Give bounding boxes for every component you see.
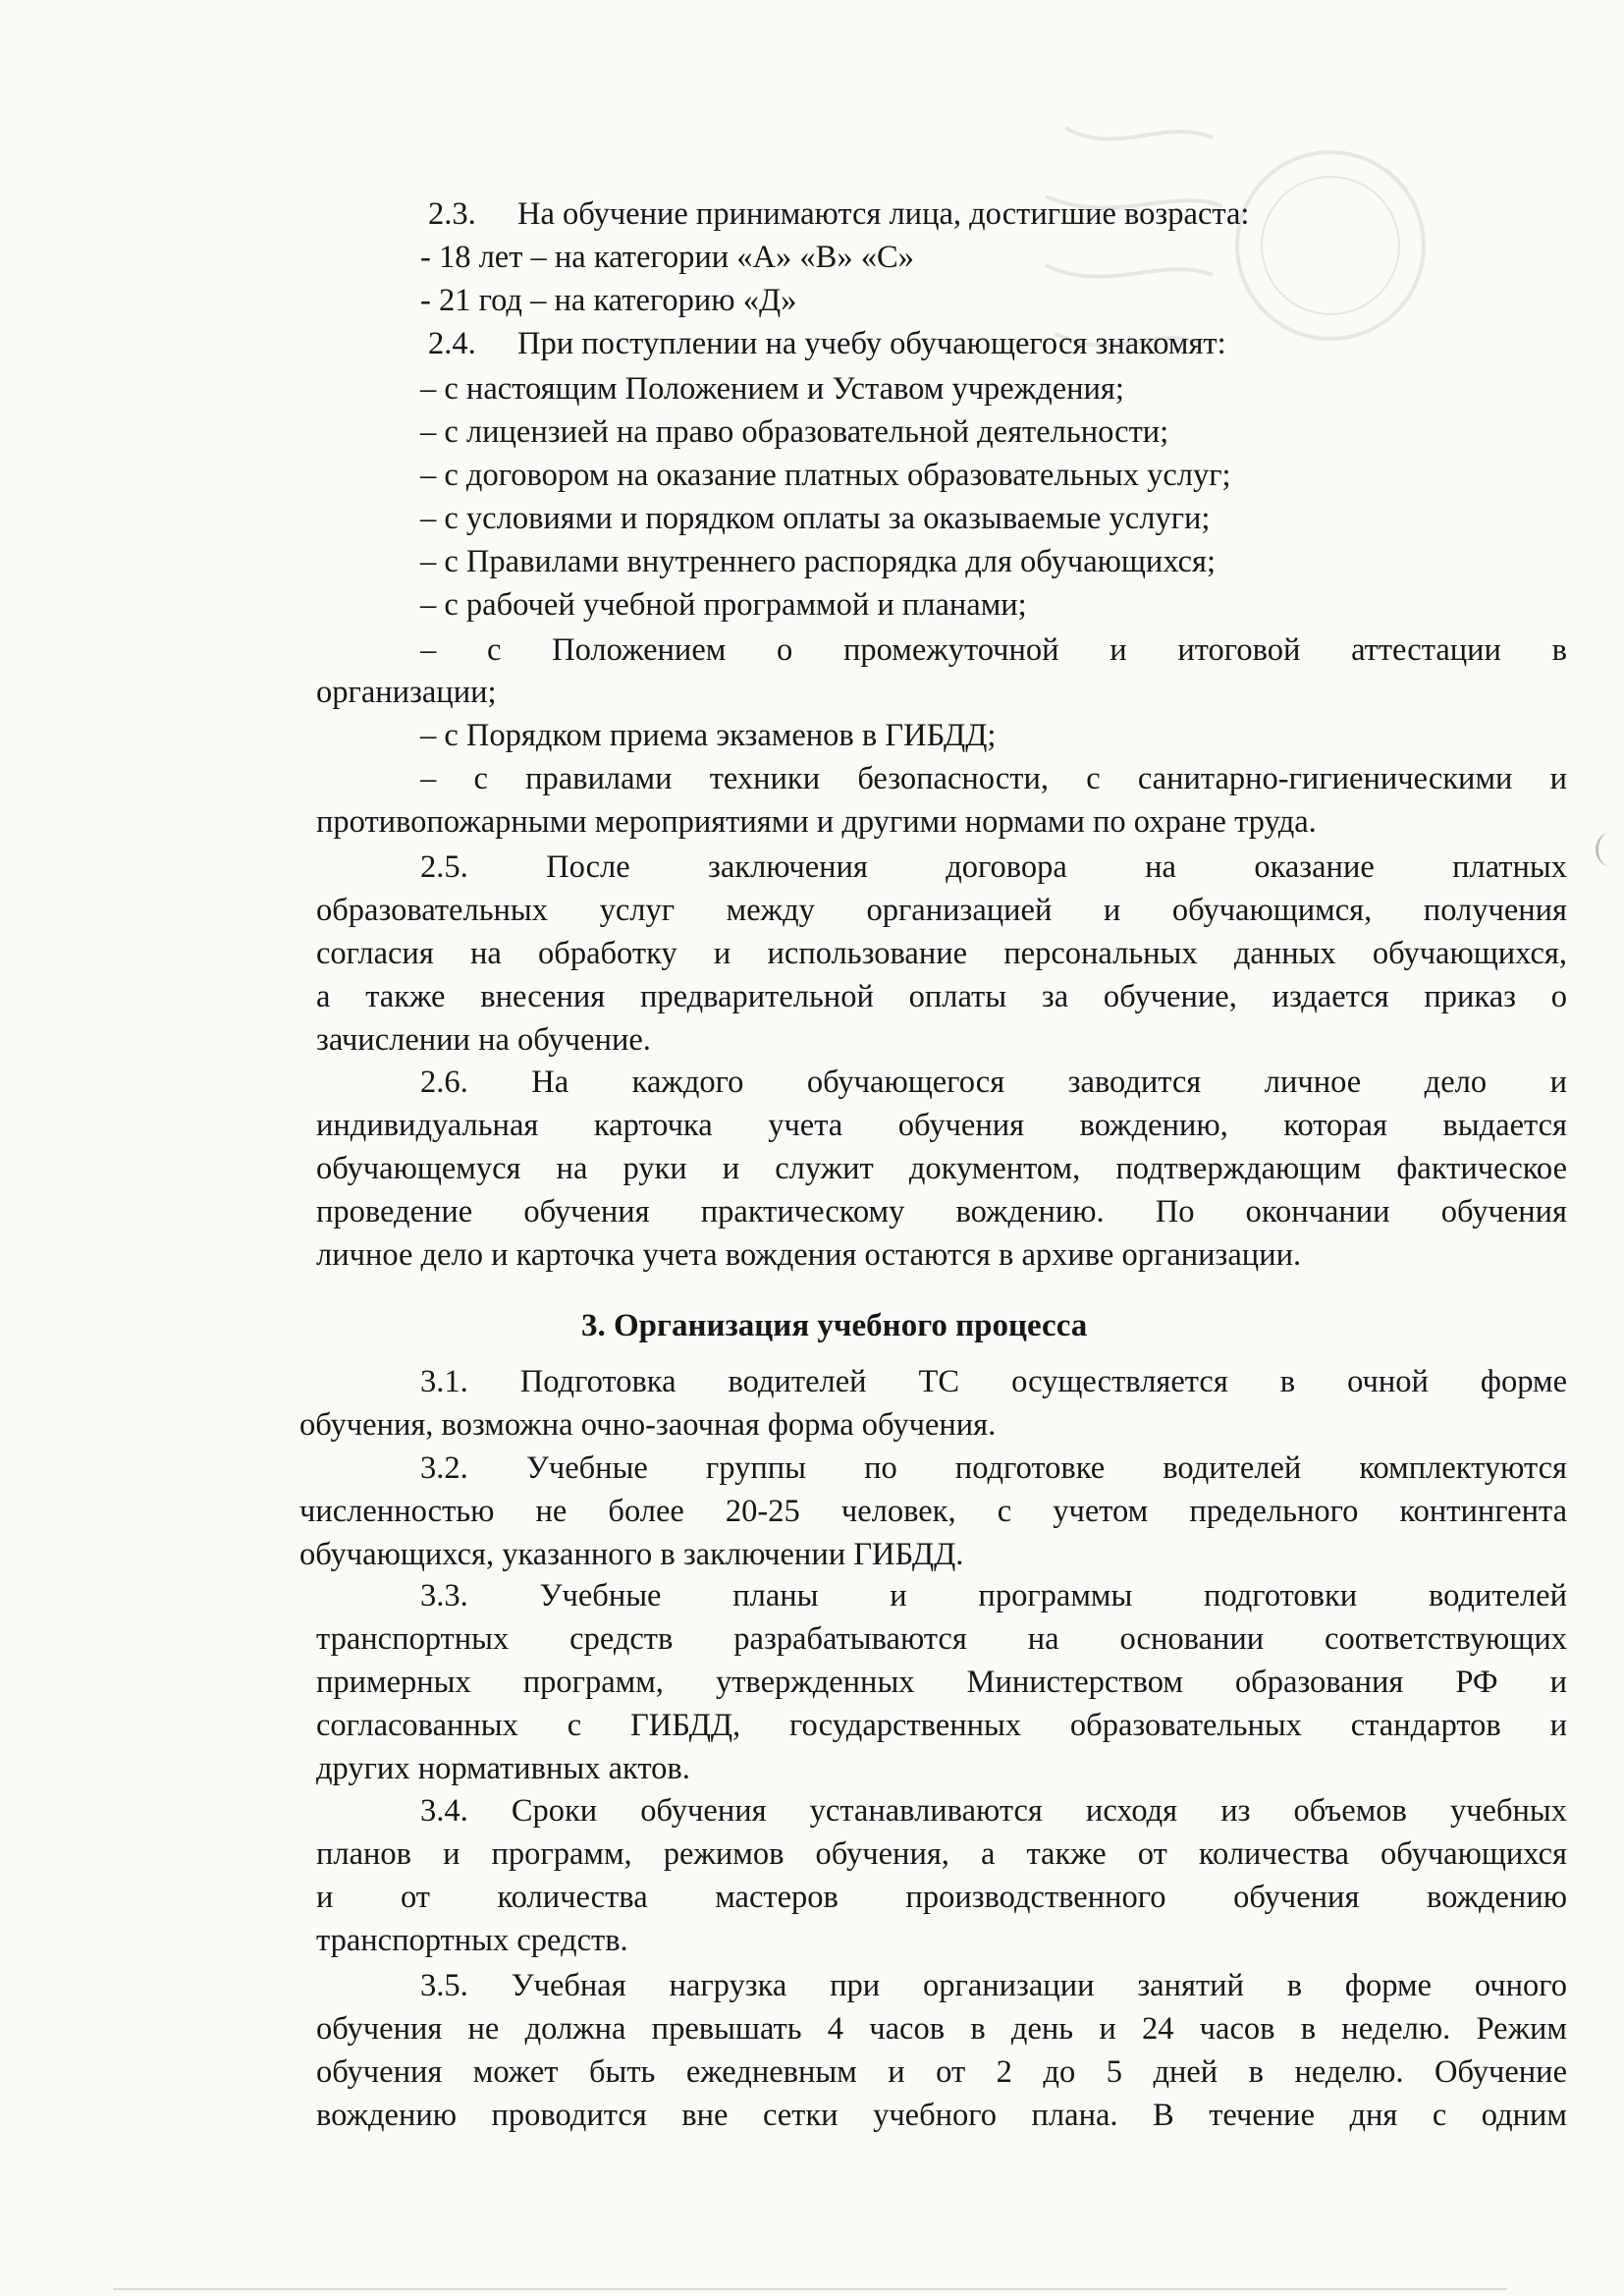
ack-item-2: – с лицензией на право образовательной деятельности; — [420, 414, 1169, 450]
ack-item-7-line-2: организации; — [316, 675, 497, 710]
clause-3-5-line-1: 3.5. Учебная нагрузка при организации занятий в форме очного — [420, 1968, 1567, 2003]
clause-3-2-line-1: 3.2. Учебные группы по подготовке водителей комплектуются — [420, 1450, 1567, 1486]
ack-item-6: – с рабочей учебной программой и планами; — [420, 587, 1027, 623]
clause-3-1-line-2: обучения, возможна очно-заочная форма обучения. — [299, 1407, 997, 1443]
clause-3-5-line-2: обучения не должна превышать 4 часов в день и 24 часов в неделю. Режим — [316, 2011, 1567, 2047]
clause-2-3-text: На обучение принимаются лица, достигшие возраста: — [517, 196, 1250, 232]
ack-item-5: – с Правилами внутреннего распорядка для обучающихся; — [420, 544, 1217, 579]
clause-3-3-line-5: других нормативных актов. — [316, 1751, 690, 1786]
page-edge-line — [113, 2288, 1507, 2290]
clause-2-6-line-4: проведение обучения практическому вождению. По окончании обучения — [316, 1194, 1567, 1230]
ack-item-8: – с Порядком приема экзаменов в ГИБДД; — [420, 718, 997, 753]
clause-3-4-line-4: транспортных средств. — [316, 1923, 628, 1958]
clause-3-4-line-2: планов и программ, режимов обучения, а также от количества обучающихся — [316, 1836, 1567, 1872]
clause-2-4-text: При поступлении на учебу обучающегося знакомят: — [517, 326, 1226, 361]
ack-item-9-line-1: – с правилами техники безопасности, с санитарно-гигиеническими и — [420, 761, 1567, 796]
clause-2-5-line-4: а также внесения предварительной оплаты за обучение, издается приказ о — [316, 979, 1567, 1014]
clause-2-6-line-2: индивидуальная карточка учета обучения вождению, которая выдается — [316, 1108, 1567, 1143]
clause-3-4-line-1: 3.4. Сроки обучения устанавливаются исходя из объемов учебных — [420, 1793, 1567, 1829]
clause-3-3-line-3: примерных программ, утвержденных Министерством образования РФ и — [316, 1665, 1567, 1700]
clause-3-2-line-3: обучающихся, указанного в заключении ГИБДД. — [299, 1537, 964, 1572]
page-fold-mark — [1596, 833, 1624, 866]
clause-3-1-line-1: 3.1. Подготовка водителей ТС осуществляется в очной форме — [420, 1364, 1567, 1399]
ack-item-9-line-2: противопожарными мероприятиями и другими нормами по охране труда. — [316, 804, 1317, 840]
clause-2-5-line-5: зачислении на обучение. — [316, 1022, 651, 1058]
ack-item-3: – с договором на оказание платных образовательных услуг; — [420, 458, 1231, 493]
clause-2-5-line-2: образовательных услуг между организацией и обучающимся, получения — [316, 893, 1567, 928]
ack-item-7-line-1: – с Положением о промежуточной и итоговой аттестации в — [420, 632, 1567, 668]
clause-2-5-line-3: согласия на обработку и использование персональных данных обучающихся, — [316, 936, 1567, 971]
clause-2-6-line-1: 2.6. На каждого обучающегося заводится личное дело и — [420, 1065, 1567, 1100]
clause-2-6-line-3: обучающемуся на руки и служит документом, подтверждающим фактическое — [316, 1151, 1567, 1186]
clause-3-2-line-2: численностью не более 20-25 человек, с учетом предельного контингента — [299, 1494, 1567, 1529]
clause-2-6-line-5: личное дело и карточка учета вождения остаются в архиве организации. — [316, 1237, 1302, 1273]
clause-3-4-line-3: и от количества мастеров производственного обучения вождению — [316, 1880, 1567, 1915]
clause-2-5-line-1: 2.5. После заключения договора на оказание платных — [420, 849, 1567, 885]
section-3-heading: 3. Организация учебного процесса — [581, 1308, 1088, 1343]
age-item-2: - 21 год – на категорию «Д» — [420, 283, 797, 318]
ack-item-4: – с условиями и порядком оплаты за оказываемые услуги; — [420, 501, 1211, 536]
clause-2-3-number: 2.3. — [428, 196, 476, 232]
ack-item-1: – с настоящим Положением и Уставом учреждения; — [420, 371, 1124, 407]
stamp-showthrough-icon — [1016, 98, 1438, 412]
clause-3-3-line-1: 3.3. Учебные планы и программы подготовки водителей — [420, 1578, 1567, 1613]
age-item-1: - 18 лет – на категории «А» «В» «С» — [420, 240, 914, 275]
clause-3-3-line-4: согласованных с ГИБДД, государственных образовательных стандартов и — [316, 1708, 1567, 1743]
clause-3-3-line-2: транспортных средств разрабатываются на основании соответствующих — [316, 1621, 1567, 1657]
clause-3-5-line-4: вождению проводится вне сетки учебного плана. В течение дня с одним — [316, 2098, 1567, 2133]
clause-2-4-number: 2.4. — [428, 326, 476, 361]
clause-3-5-line-3: обучения может быть ежедневным и от 2 до 5 дней в неделю. Обучение — [316, 2054, 1567, 2090]
